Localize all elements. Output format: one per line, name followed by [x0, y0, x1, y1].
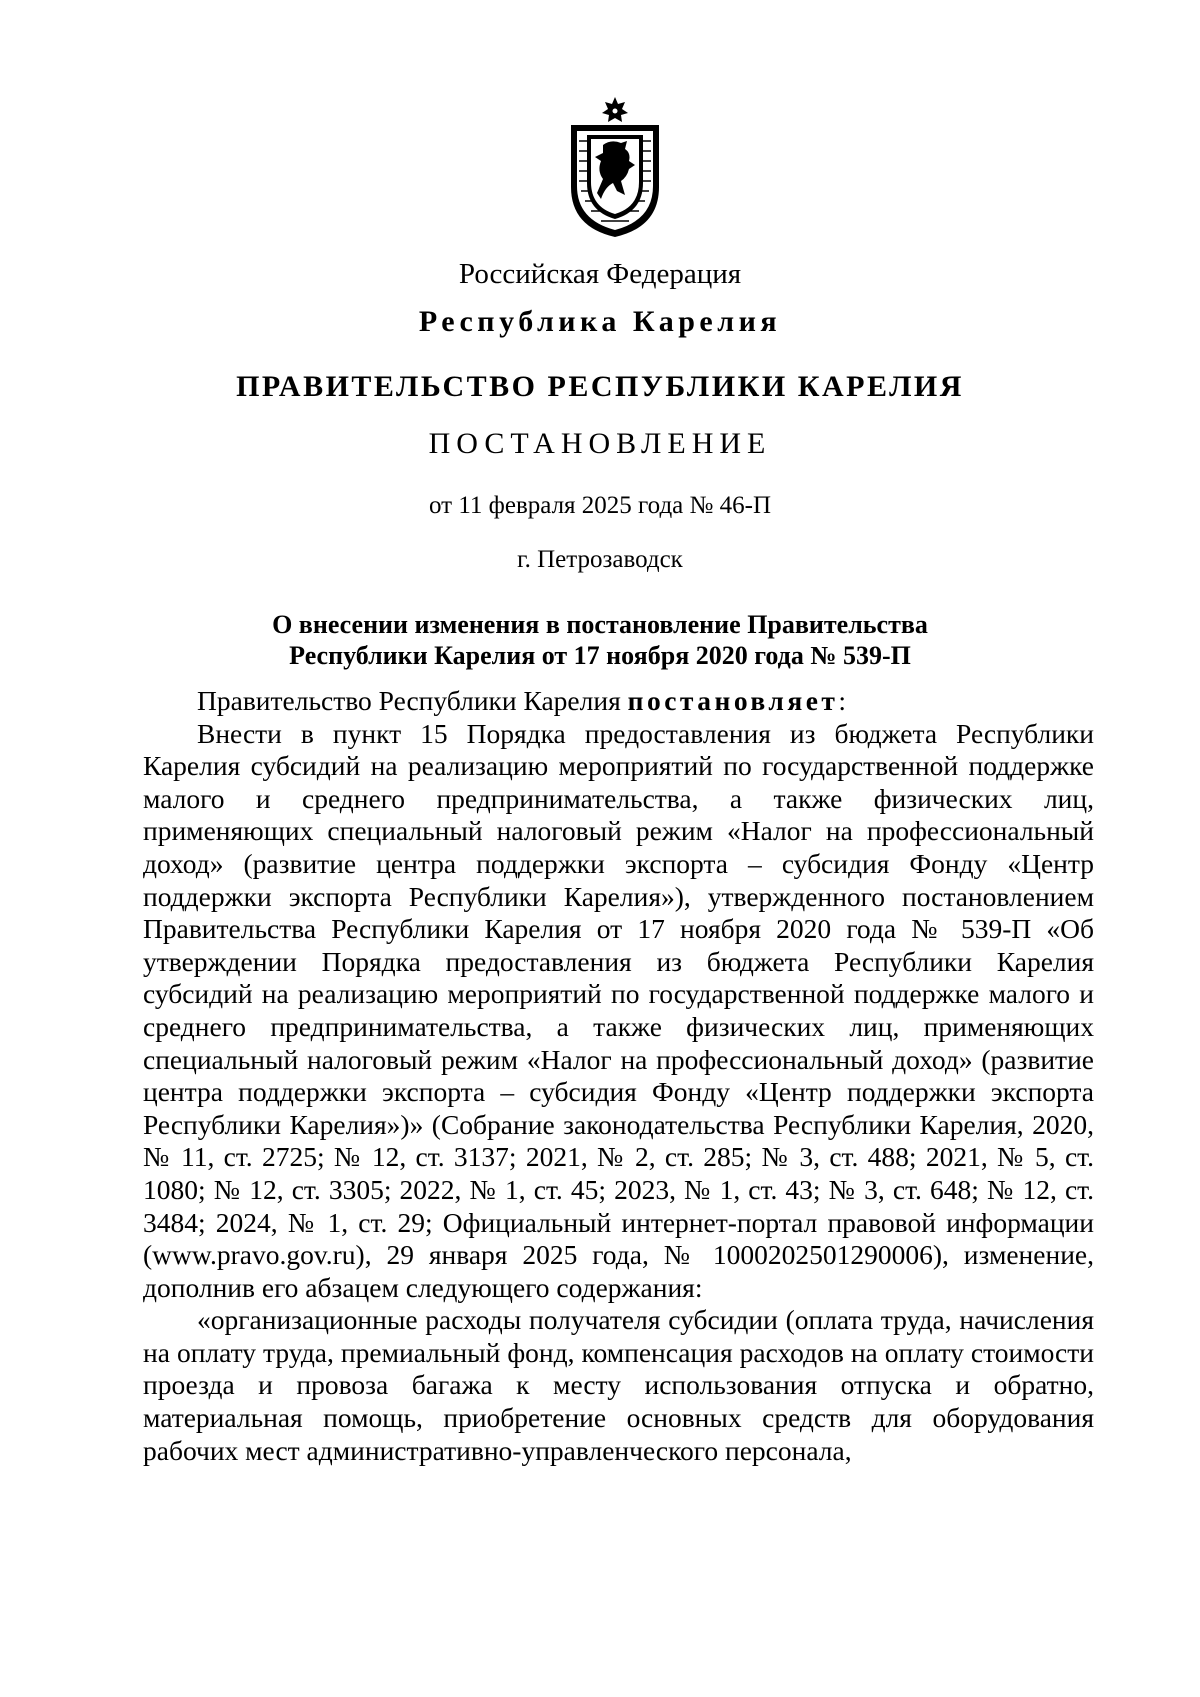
paragraph-1: Внести в пункт 15 Порядка предоставления из бюджета Республики Карелия субсидий на реализацию мероприятий по государственной поддержке малого и среднего предпринимательства, а также физических лиц, применяющих специальный налоговый режим «Налог на профессиональный доход» (развитие центра поддержки экспорта – субсидия Фонду «Центр поддержки экспорта Республики Карелия»), утвержденного постановлением Правительства Республики Карелия от 17 ноября 2020 года № 539-П «Об утверждении Порядка предоставления из бюджета Республики Карелия субсидий на реализацию мероприятий по государственной поддержке малого и среднего предпринимательства, а также физических лиц, применяющих специальный налоговый режим «Налог на профессиональный доход» (развитие центра поддержки экспорта – субсидия Фонду «Центр поддержки экспорта Республики Карелия»)» (Собрание законодательства Республики Карелия, 2020, № 11, ст. 2725; № 12, ст. 3137; 2021, № 2, ст. 285; № 3, ст. 488; 2021, № 5, ст. 1080; № 12, ст. 3305; 2022, № 1, ст. 45; 2023, № 1, ст. 43; № 3, ст. 648; № 12, ст. 3484; 2024, № 1, ст. 29; Официальный интернет-портал правовой информации (www.pravo.gov.ru), 29 января 2025 года, № 1000202501290006), изменение, дополнив его абзацем следующего содержания: — [143, 717, 1094, 1303]
preamble — [143, 685, 1094, 718]
title-line-2: Республики Карелия от 17 ноября 2020 года № 539-П — [289, 641, 911, 670]
document-title — [150, 609, 1050, 671]
document-city: г. Петрозаводск — [517, 546, 683, 573]
preamble-text: Правительство Республики Карелия — [197, 685, 628, 716]
preamble-colon: : — [838, 685, 847, 716]
title-line-1: О внесении изменения в постановление Правительства — [272, 610, 928, 639]
document-date-number: от 11 февраля 2025 года № 46-П — [428, 492, 772, 519]
paragraph-2: «организационные расходы получателя субсидии (оплата труда, начисления на оплату труда, премиальный фонд, компенсация расходов на оплату стоимости проезда и провоза багажа к месту использования отпуска и обратно, материальная помощь, приобретение основных средств для оборудования рабочих мест административно-управленческого персонала, — [143, 1304, 1094, 1466]
preamble-keyword: постановляет — [627, 685, 839, 716]
document-body — [143, 685, 1094, 1467]
document-type: ПОСТАНОВЛЕНИЕ — [428, 427, 772, 460]
coat-of-arms-emblem — [565, 95, 665, 240]
country-name: Российская Федерация — [458, 258, 742, 290]
government-name: ПРАВИТЕЛЬСТВО РЕСПУБЛИКИ КАРЕЛИЯ — [236, 370, 964, 403]
republic-name: Республика Карелия — [418, 305, 782, 338]
